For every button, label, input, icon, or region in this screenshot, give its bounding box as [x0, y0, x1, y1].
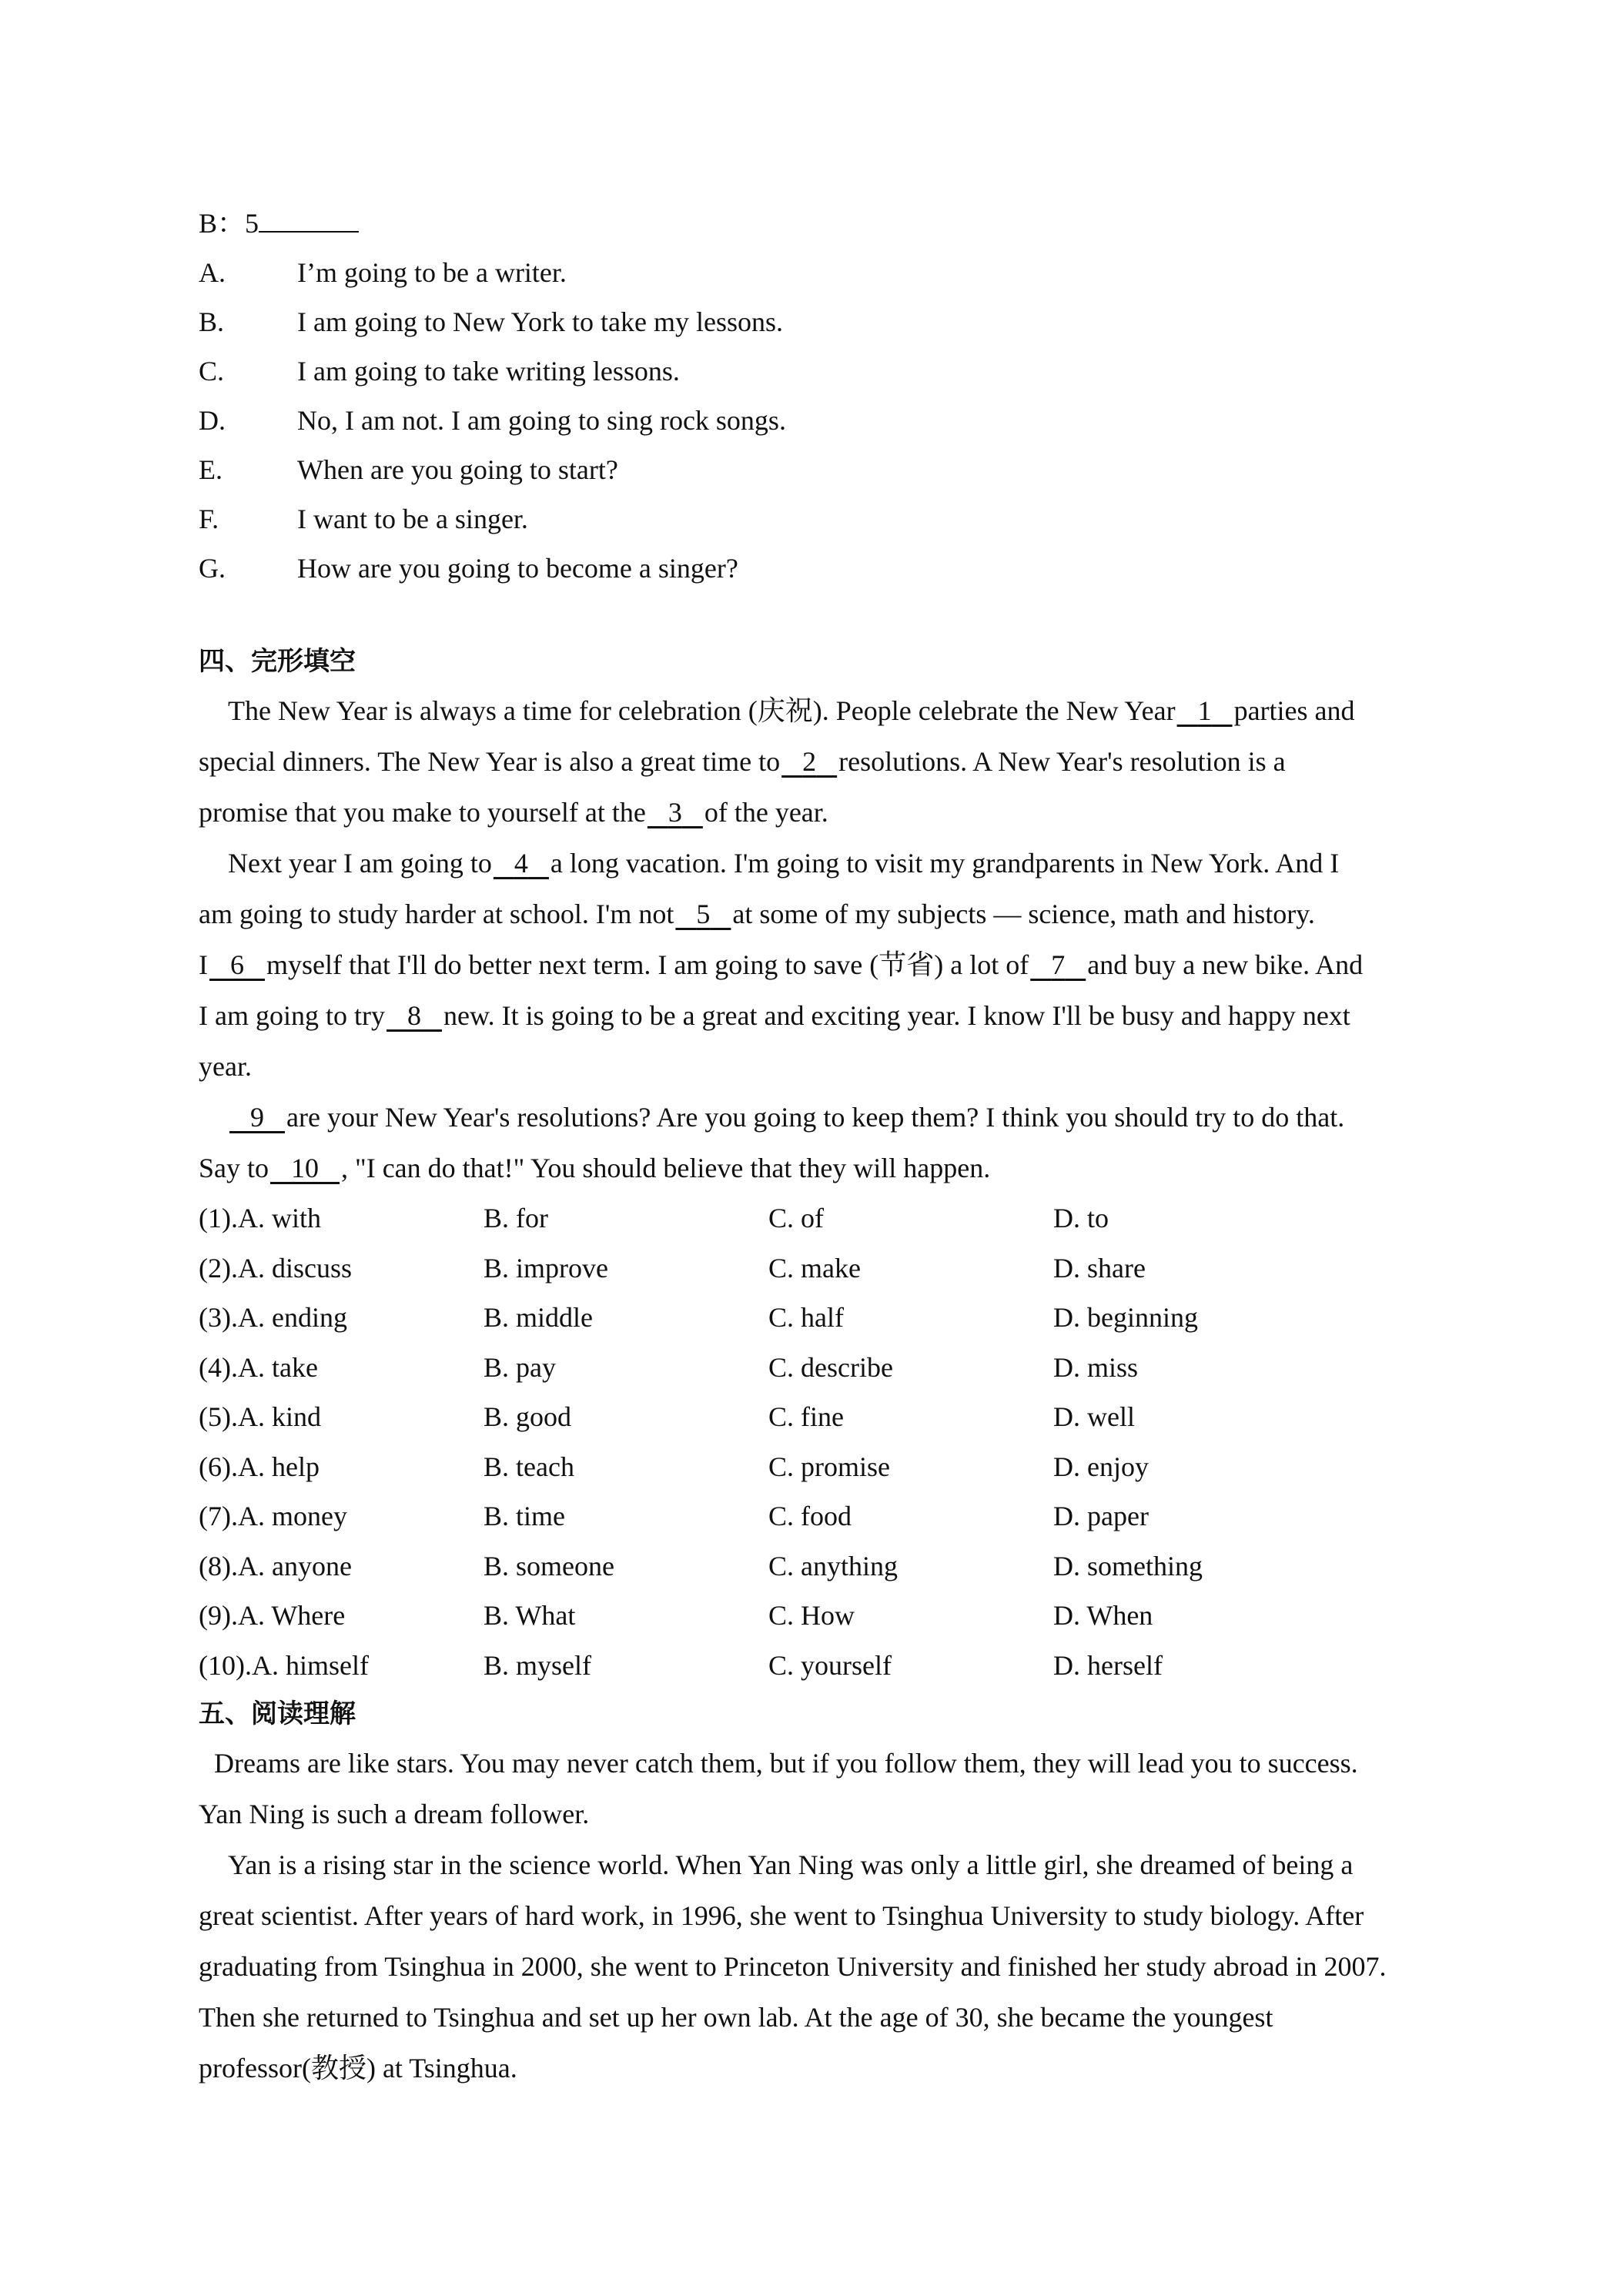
passage-line	[199, 990, 1446, 1041]
cloze-passage	[199, 685, 1446, 1193]
option-letter: C.	[199, 356, 225, 387]
choice-c[interactable]: C. describe	[768, 1351, 893, 1383]
option-text: I am going to New York to take my lessons.	[297, 306, 783, 337]
cloze-blank-5[interactable]	[674, 889, 732, 939]
option-letter: A.	[199, 257, 226, 288]
choice-a[interactable]: (10).A. himself	[199, 1649, 369, 1681]
question-row	[199, 1442, 1446, 1492]
choice-c[interactable]: C. anything	[768, 1550, 898, 1581]
choice-d[interactable]: D. to	[1053, 1203, 1109, 1233]
passage-text: resolutions. A New Year's resolution is a	[838, 746, 1286, 777]
passage-text: promise that you make to yourself at the	[199, 797, 646, 828]
reading-passage	[199, 1738, 1446, 2094]
passage-text: myself that I'll do better next term. I am going to save (节省) a lot of	[266, 949, 1029, 980]
option-text: I am going to take writing lessons.	[297, 356, 680, 387]
choice-b[interactable]: B. time	[484, 1501, 565, 1531]
option-letter: E.	[199, 454, 223, 485]
choice-b[interactable]: B. teach	[484, 1451, 574, 1482]
question-row	[199, 1491, 1446, 1541]
passage-text: at some of my subjects — science, math and history.	[732, 899, 1315, 929]
choice-d[interactable]: D. something	[1053, 1550, 1203, 1581]
passage-line	[199, 685, 1446, 736]
passage-line	[199, 1143, 1446, 1193]
choice-a[interactable]: (6).A. help	[199, 1451, 320, 1482]
passage-text: parties and	[1233, 695, 1355, 726]
question-row	[199, 1591, 1446, 1641]
choice-c[interactable]: C. food	[768, 1501, 852, 1531]
answer-blank[interactable]	[259, 203, 359, 233]
option-letter: B.	[199, 306, 225, 337]
choice-c[interactable]: C. yourself	[768, 1649, 892, 1681]
dialog-line-b	[199, 199, 1446, 248]
question-row	[199, 1641, 1446, 1691]
blank-number: 7	[1051, 949, 1066, 980]
passage-text: special dinners. The New Year is also a great time to	[199, 746, 781, 777]
speaker-label: B：	[199, 208, 246, 239]
passage-line: Yan is a rising star in the science world. When Yan Ning was only a little girl, she dreamed of being a	[228, 1849, 1354, 1880]
question-row	[199, 1343, 1446, 1393]
blank-number: 8	[407, 1000, 421, 1031]
option-text: When are you going to start?	[297, 454, 618, 485]
question-row	[199, 1243, 1446, 1294]
choice-d[interactable]: D. share	[1053, 1252, 1146, 1284]
passage-line: great scientist. After years of hard work, in 1996, she went to Tsinghua University to study biology. After	[199, 1900, 1364, 1931]
choice-d[interactable]: D. well	[1053, 1401, 1135, 1432]
passage-text: Say to	[199, 1153, 269, 1183]
spacer	[199, 593, 1446, 638]
passage-line: Then she returned to Tsinghua and set up her own lab. At the age of 30, she became the youngest	[199, 2002, 1273, 2033]
option-item	[199, 248, 1446, 297]
passage-line: professor(教授) at Tsinghua.	[199, 2053, 517, 2083]
passage-text: year.	[199, 1051, 252, 1082]
passage-text: I	[199, 949, 208, 980]
question-row	[199, 1293, 1446, 1343]
cloze-blank-4[interactable]	[492, 838, 550, 889]
passage-text: The New Year is always a time for celebration (庆祝). People celebrate the New Year	[228, 695, 1176, 726]
choice-c[interactable]: C. promise	[768, 1451, 890, 1482]
option-text: How are you going to become a singer?	[297, 553, 738, 584]
blank-number: 2	[802, 746, 817, 777]
blank-number: 1	[1197, 695, 1212, 726]
passage-line	[199, 889, 1446, 939]
choice-a[interactable]: (9).A. Where	[199, 1600, 346, 1631]
option-letter: D.	[199, 405, 226, 436]
exam-page	[199, 199, 1446, 2094]
option-item	[199, 494, 1446, 544]
option-item	[199, 396, 1446, 445]
choice-a[interactable]: (4).A. take	[199, 1351, 318, 1383]
blank-number: 5	[696, 899, 711, 929]
passage-line: Yan Ning is such a dream follower.	[199, 1799, 590, 1829]
choice-a[interactable]: (3).A. ending	[199, 1302, 347, 1333]
passage-line	[199, 736, 1446, 787]
passage-text: new. It is going to be a great and exciting year. I know I'll be busy and happy next	[443, 1000, 1350, 1031]
section-title-cloze: 四、完形填空	[199, 646, 356, 677]
choice-d[interactable]: D. When	[1053, 1600, 1153, 1631]
blank-number: 5	[245, 208, 259, 239]
passage-line: Dreams are like stars. You may never catch them, but if you follow them, they will lead you to success.	[214, 1748, 1358, 1779]
choice-a[interactable]: (7).A. money	[199, 1501, 347, 1531]
passage-text: and buy a new bike. And	[1087, 949, 1364, 980]
blank-number: 10	[291, 1153, 320, 1183]
choice-b[interactable]: B. pay	[484, 1351, 556, 1383]
cloze-blank-2[interactable]	[780, 736, 838, 787]
passage-text: am going to study harder at school. I'm not	[199, 899, 674, 929]
cloze-blank-7[interactable]	[1029, 939, 1087, 990]
passage-line	[199, 939, 1446, 990]
option-letter: F.	[199, 504, 219, 534]
question-row	[199, 1392, 1446, 1442]
choice-c[interactable]: C. How	[768, 1600, 855, 1631]
choice-d[interactable]: D. beginning	[1053, 1302, 1198, 1333]
choice-a[interactable]: (8).A. anyone	[199, 1550, 352, 1581]
passage-line	[199, 1041, 1446, 1092]
cloze-blank-3[interactable]	[646, 787, 704, 838]
option-item	[199, 445, 1446, 494]
choice-d[interactable]: D. paper	[1053, 1501, 1149, 1531]
choice-d[interactable]: D. enjoy	[1053, 1451, 1149, 1482]
passage-text: Next year I am going to	[228, 848, 492, 879]
passage-line: graduating from Tsinghua in 2000, she went to Princeton University and finished her study abroad in 2007.	[199, 1951, 1387, 1982]
option-letter: G.	[199, 553, 226, 584]
option-text: No, I am not. I am going to sing rock songs.	[297, 405, 786, 436]
passage-line	[199, 787, 1446, 838]
choice-b[interactable]: B. What	[484, 1600, 576, 1631]
question-row	[199, 1193, 1446, 1243]
dialog-options	[199, 248, 1446, 593]
choice-a[interactable]: (1).A. with	[199, 1203, 321, 1233]
cloze-choices	[199, 1193, 1446, 1690]
blank-number: 3	[668, 797, 682, 828]
passage-text: a long vacation. I'm going to visit my grandparents in New York. And I	[550, 848, 1340, 879]
choice-d[interactable]: D. miss	[1053, 1351, 1139, 1383]
option-item	[199, 544, 1446, 593]
option-text: I’m going to be a writer.	[297, 257, 567, 288]
passage-text: of the year.	[704, 797, 828, 828]
choice-b[interactable]: B. myself	[484, 1649, 591, 1681]
cloze-blank-1[interactable]	[1176, 685, 1234, 736]
choice-b[interactable]: B. someone	[484, 1550, 614, 1581]
choice-c[interactable]: C. of	[768, 1203, 824, 1233]
cloze-blank-6[interactable]	[208, 939, 266, 990]
option-item	[199, 346, 1446, 396]
blank-number: 4	[514, 848, 528, 879]
passage-line	[199, 838, 1446, 889]
blank-number: 6	[230, 949, 244, 980]
section-title-reading: 五、阅读理解	[199, 1699, 356, 1729]
passage-line	[199, 1092, 1446, 1143]
choice-b[interactable]: B. for	[484, 1203, 548, 1233]
choice-b[interactable]: B. middle	[484, 1302, 593, 1333]
choice-c[interactable]: C. fine	[768, 1401, 844, 1432]
choice-b[interactable]: B. improve	[484, 1252, 608, 1284]
passage-text: I am going to try	[199, 1000, 385, 1031]
choice-c[interactable]: C. half	[768, 1302, 844, 1333]
choice-d[interactable]: D. herself	[1053, 1649, 1163, 1681]
passage-text: are your New Year's resolutions? Are you going to keep them? I think you should try to do that.	[286, 1102, 1345, 1133]
option-item	[199, 297, 1446, 346]
question-row	[199, 1541, 1446, 1591]
choice-c[interactable]: C. make	[768, 1252, 861, 1284]
cloze-blank-10[interactable]	[269, 1143, 341, 1193]
choice-b[interactable]: B. good	[484, 1401, 572, 1432]
choice-a[interactable]: (2).A. discuss	[199, 1252, 352, 1284]
cloze-blank-8[interactable]	[385, 990, 443, 1041]
choice-a[interactable]: (5).A. kind	[199, 1401, 321, 1432]
blank-number: 9	[250, 1102, 264, 1133]
passage-text: , "I can do that!" You should believe that they will happen.	[341, 1153, 991, 1183]
cloze-blank-9[interactable]	[228, 1092, 286, 1143]
option-text: I want to be a singer.	[297, 504, 528, 534]
